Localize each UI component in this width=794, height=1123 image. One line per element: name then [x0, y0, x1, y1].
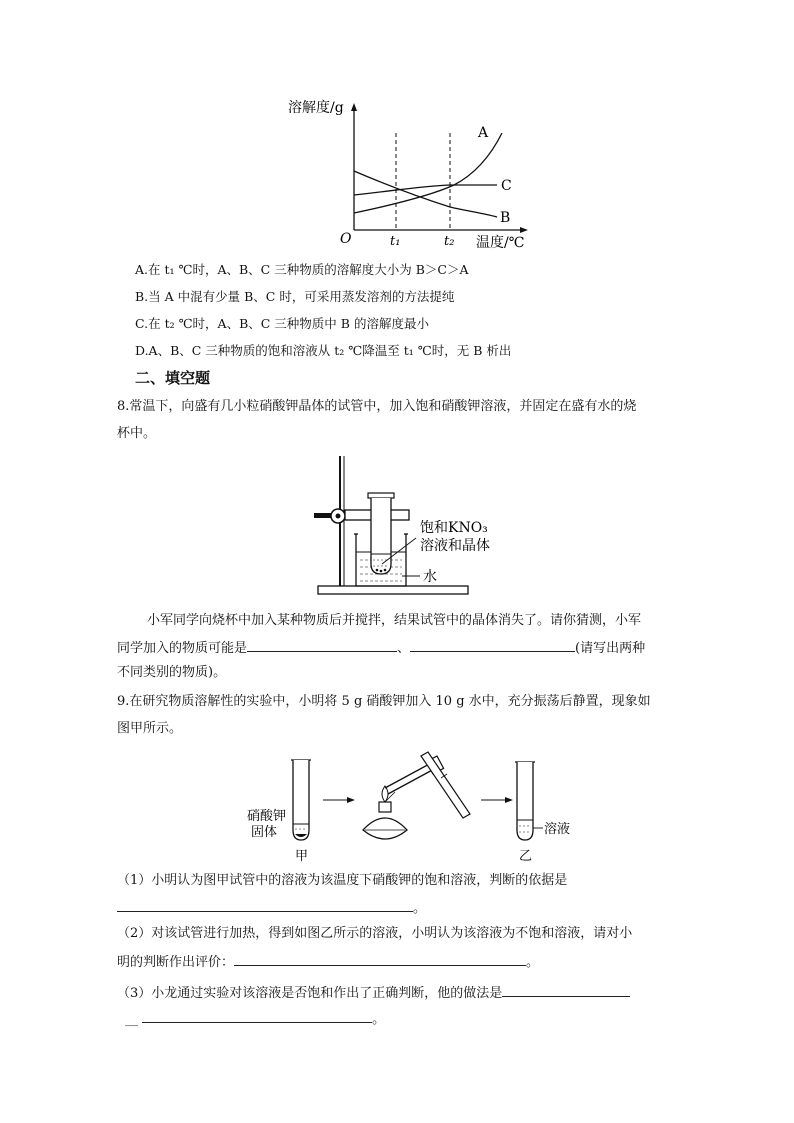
q8-para3: 不同类别的物质)。	[117, 665, 227, 680]
q9-part3-line2	[125, 1009, 385, 1029]
q9-part1-end: 。	[413, 901, 427, 916]
fig-label-solution-crystals: 溶液和晶体	[420, 538, 490, 554]
q9-part3-answer-blank-1[interactable]	[502, 983, 556, 997]
fig-label-saturated-kno3: 饱和KNO₃	[420, 520, 488, 536]
q9-part2-line1: （2）对该试管进行加热，得到如图乙所示的溶液，小明认为该溶液为不饱和溶液，请对小	[117, 926, 633, 941]
fig-caption-left: 甲	[295, 849, 309, 863]
q8-para2-end: (请写出两种	[575, 641, 646, 656]
fig-label-kno3-solid-1: 硝酸钾	[247, 809, 287, 824]
q9-part2-line2	[117, 952, 539, 972]
q9-part1-answer-blank[interactable]	[117, 898, 413, 912]
q8-para2-start: 同学加入的物质可能是	[117, 641, 248, 656]
q9-line1: 9.在研究物质溶解性的实验中，小明将 5 g 硝酸钾加入 10 g 水中，充分振荡后静置，现象如	[117, 694, 651, 709]
q9-part3-end: 。	[372, 1012, 386, 1027]
section-title: 二、填空题	[135, 369, 211, 387]
chart-origin: O	[340, 231, 352, 247]
q9-part2-start: 明的判断作出评价：	[117, 955, 235, 970]
curve-label-b: B	[500, 210, 511, 226]
q9-part3-answer-blank-2[interactable]	[556, 983, 630, 997]
q9-part3-answer-blank-3[interactable]	[142, 1009, 372, 1023]
solubility-chart	[282, 95, 542, 255]
q9-experiment-figure	[245, 748, 595, 863]
q9-part3-line1	[117, 983, 630, 1003]
q8-answer-blank-1[interactable]	[247, 638, 397, 652]
tick-t2: t₂	[444, 234, 455, 249]
q7-option-b: B.当 A 中混有少量 B、C 时，可采用蒸发溶剂的方法提纯	[135, 289, 455, 304]
q7-option-a: A.在 t₁ ℃时，A、B、C 三种物质的溶解度大小为 B＞C＞A	[135, 262, 469, 277]
q9-line2: 图甲所示。	[117, 721, 183, 736]
curve-label-c: C	[501, 178, 512, 194]
q9-part2-end: 。	[526, 955, 540, 970]
chart-ylabel: 溶解度/g	[288, 100, 344, 116]
fig-label-kno3-solid-2: 固体	[251, 825, 278, 840]
q9-part1-line2	[117, 898, 426, 918]
curve-label-a: A	[478, 125, 489, 141]
tick-t1: t₁	[390, 234, 401, 249]
q7-option-d: D.A、B、C 三种物质的饱和溶液从 t₂ ℃降温至 t₁ ℃时，无 B 析出	[135, 343, 512, 358]
q7-option-c: C.在 t₂ ℃时，A、B、C 三种物质中 B 的溶解度最小	[135, 316, 429, 331]
q8-line2: 杯中。	[117, 426, 157, 441]
q8-line1: 8.常温下，向盛有几小粒硝酸钾晶体的试管中，加入饱和硝酸钾溶液，并固定在盛有水的烧	[117, 399, 637, 414]
q9-part3-start: （3）小龙通过实验对该溶液是否饱和作出了正确判断，他的做法是	[117, 986, 503, 1001]
fig-label-water: 水	[423, 569, 437, 585]
q8-para2-sep: 、	[397, 641, 411, 656]
q8-apparatus-figure	[310, 452, 490, 602]
curve-b	[354, 171, 497, 217]
curve-a	[354, 133, 502, 213]
q9-part3-dash: __	[125, 1012, 138, 1027]
q9-part1-line1: （1）小明认为图甲试管中的溶液为该温度下硝酸钾的饱和溶液，判断的依据是	[117, 873, 568, 888]
q8-answer-blank-2[interactable]	[410, 638, 575, 652]
curve-c	[354, 185, 497, 195]
q8-para2	[117, 638, 645, 658]
fig-caption-right: 乙	[519, 849, 533, 863]
q9-part2-answer-blank[interactable]	[234, 952, 526, 966]
chart-xlabel: 温度/℃	[476, 235, 525, 251]
fig-label-solution: 溶液	[544, 822, 571, 837]
q8-para1: 小军同学向烧杯中加入某种物质后并搅拌，结果试管中的晶体消失了。请你猜测，小军	[147, 613, 642, 628]
